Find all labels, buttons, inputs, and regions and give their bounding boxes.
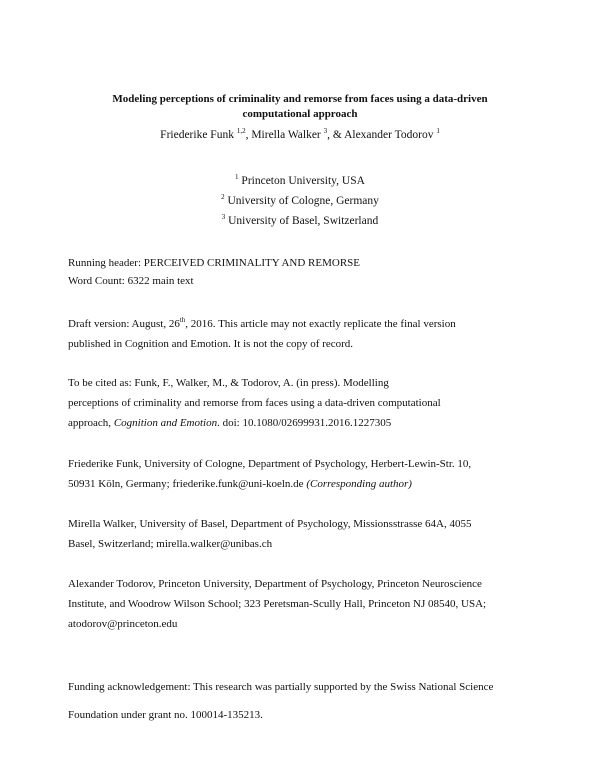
author-name: Mirella Walker — [251, 129, 321, 141]
author-affiliation-marker: 1 — [436, 127, 440, 135]
header-info — [68, 253, 538, 291]
affiliation-1 — [40, 174, 560, 188]
draft-notice — [68, 314, 538, 354]
citation — [68, 373, 538, 433]
author-list — [40, 128, 560, 142]
author-name: Alexander Todorov — [344, 129, 434, 141]
affiliation-number: 3 — [221, 213, 226, 221]
author-affiliation-marker: 1,2 — [236, 127, 246, 135]
draft-date: Draft version: August, 26 — [68, 318, 180, 330]
paper-title — [60, 92, 540, 122]
author-separator: , — [245, 129, 252, 141]
affiliation-number: 2 — [221, 193, 225, 201]
author-name: Friederike Funk — [160, 129, 234, 141]
contact-line: Alexander Todorov, Princeton University, Department of Psychology, Princeton Neuroscience — [68, 578, 482, 590]
contact-line: Institute, and Woodrow Wilson School; 323 Peretsman-Scully Hall, Princeton NJ 08540, USA; — [68, 598, 487, 610]
contact-line: Friederike Funk, University of Cologne, Department of Psychology, Herbert-Lewin-Str. 10, — [68, 458, 472, 470]
journal-name: Cognition and Emotion — [113, 417, 218, 429]
affiliation-3 — [40, 214, 560, 228]
author-affiliation-marker: 3 — [323, 127, 328, 135]
contact-funk — [68, 454, 538, 494]
funding-line-1: Funding acknowledgement: This research was partially supported by the Swiss National Science — [68, 681, 494, 693]
citation-line-2: perceptions of criminality and remorse from faces using a data-driven computational — [68, 397, 441, 409]
affiliation-text: University of Cologne, Germany — [227, 195, 379, 207]
contact-line — [68, 474, 538, 494]
affiliation-text: Princeton University, USA — [241, 175, 365, 187]
word-count: Word Count: 6322 main text — [68, 275, 194, 287]
contact-line: Basel, Switzerland; mirella.walker@unibas.ch — [68, 538, 273, 550]
contact-walker — [68, 514, 538, 554]
citation-line-1: To be cited as: Funk, F., Walker, M., & Todorov, A. (in press). Modelling — [68, 377, 389, 389]
draft-date-suffix: th — [179, 316, 186, 324]
affiliation-2 — [40, 194, 560, 208]
funding-acknowledgement — [68, 673, 538, 729]
corresponding-author-note: (Corresponding author) — [306, 478, 412, 490]
title-line-1: Modeling perceptions of criminality and remorse from faces using a data-driven — [112, 93, 488, 105]
running-header: Running header: PERCEIVED CRIMINALITY AND REMORSE — [68, 257, 360, 269]
contact-todorov — [68, 574, 538, 634]
affiliation-text: University of Basel, Switzerland — [228, 215, 379, 227]
draft-line-1 — [68, 314, 538, 334]
author-separator: , & — [327, 129, 345, 141]
funding-line-2: Foundation under grant no. 100014-135213. — [68, 709, 263, 721]
citation-prefix: approach, — [68, 417, 114, 429]
citation-line-3 — [68, 413, 538, 433]
draft-line-2: published in Cognition and Emotion. It is not the copy of record. — [68, 338, 354, 350]
contact-address: 50931 Köln, Germany; friederike.funk@uni-koeln.de — [68, 478, 307, 490]
contact-line: Mirella Walker, University of Basel, Department of Psychology, Missionsstrasse 64A, 4055 — [68, 518, 472, 530]
title-line-2: computational approach — [242, 108, 358, 120]
affiliation-number: 1 — [235, 173, 239, 181]
citation-doi: . doi: 10.1080/02699931.2016.1227305 — [217, 417, 392, 429]
contact-line: atodorov@princeton.edu — [68, 618, 178, 630]
draft-text: , 2016. This article may not exactly replicate the final version — [185, 318, 456, 330]
